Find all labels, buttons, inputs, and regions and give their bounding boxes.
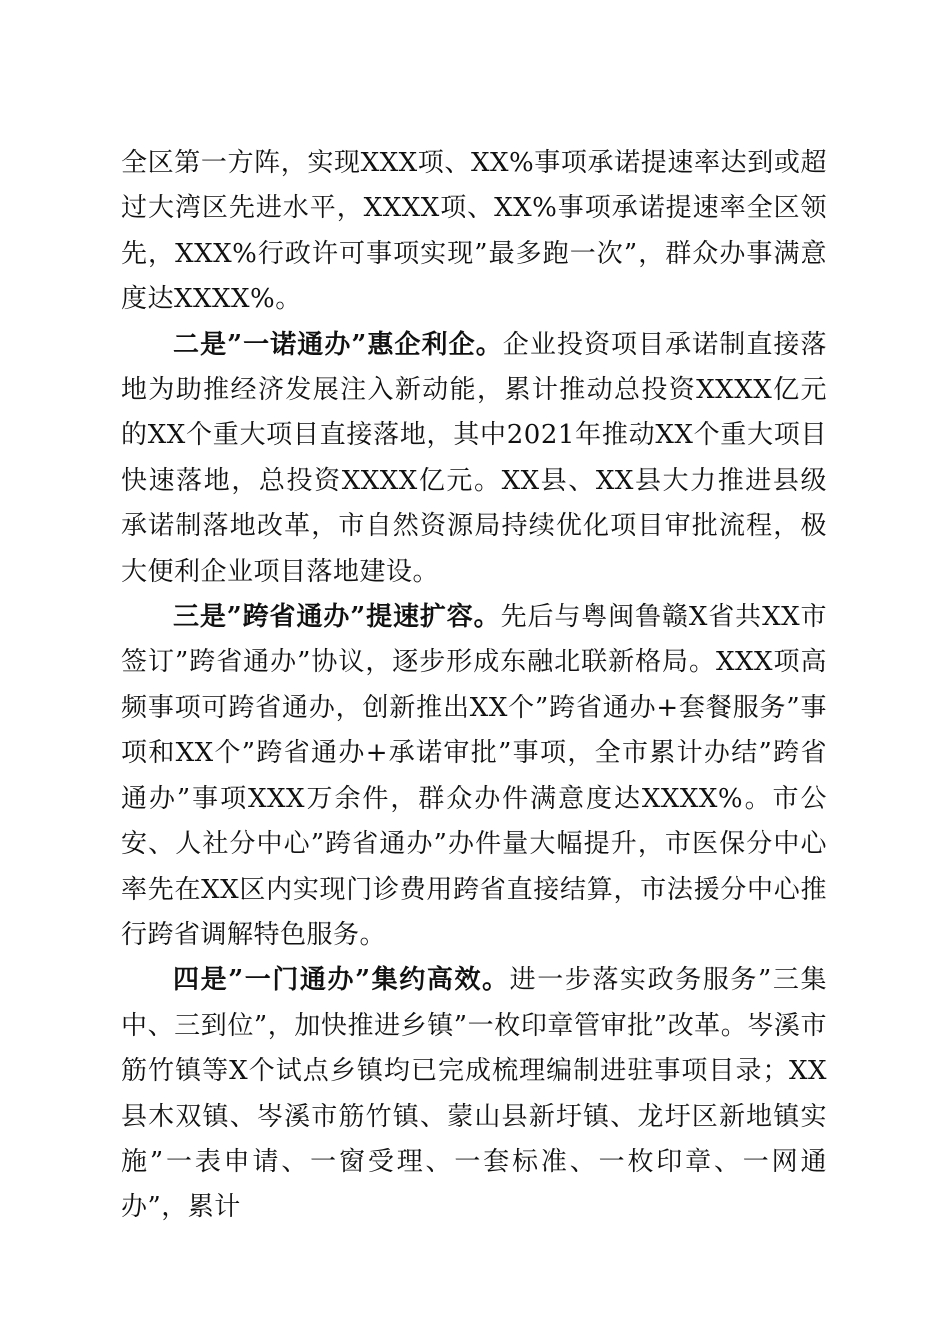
paragraph-heading: 四是”一门通办”集约高效。 — [173, 965, 510, 996]
document-body — [121, 141, 827, 1231]
paragraph-4 — [121, 958, 827, 1230]
paragraph-2 — [121, 323, 827, 595]
paragraph-heading: 三是”跨省通办”提速扩容。 — [173, 602, 501, 633]
paragraph-body: 企业投资项目承诺制直接落地为助推经济发展注入新动能，累计推动总投资XXXX亿元的XX个重大项目直接落地，其中2021年推动XX个重大项目快速落地，总投资XXXX亿元。XX县、XX县大力推进县级承诺制落地改革，市自然资源局持续优化项目审批流程，极大便利企业项目落地建设。 — [121, 329, 827, 587]
paragraph-3 — [121, 595, 827, 958]
paragraph-body: 先后与粤闽鲁赣X省共XX市签订”跨省通办”协议，逐步形成东融北联新格局。XXX项高频事项可跨省通办，创新推出XX个”跨省通办+套餐服务”事项和XX个”跨省通办+承诺审批”事项，全市累计办结”跨省通办”事项XXX万余件，群众办件满意度达XXXX%。市公安、人社分中心”跨省通办”办件量大幅提升，市医保分中心率先在XX区内实现门诊费用跨省直接结算，市法援分中心推行跨省调解特色服务。 — [121, 602, 827, 950]
paragraph-body: 全区第一方阵，实现XXX项、XX%事项承诺提速率达到或超过大湾区先进水平，XXXX项、XX%事项承诺提速率全区领先，XXX%行政许可事项实现”最多跑一次”，群众办事满意度达XXXX%。 — [121, 148, 827, 315]
paragraph-continuation — [121, 141, 827, 323]
paragraph-body: 进一步落实政务服务”三集中、三到位”，加快推进乡镇”一枚印章管审批”改革。岑溪市筋竹镇等X个试点乡镇均已完成梳理编制进驻事项目录；XX县木双镇、岑溪市筋竹镇、蒙山县新圩镇、龙圩区新地镇实施”一表申请、一窗受理、一套标准、一枚印章、一网通办”，累计 — [121, 965, 827, 1223]
paragraph-heading: 二是”一诺通办”惠企利企。 — [173, 329, 503, 360]
